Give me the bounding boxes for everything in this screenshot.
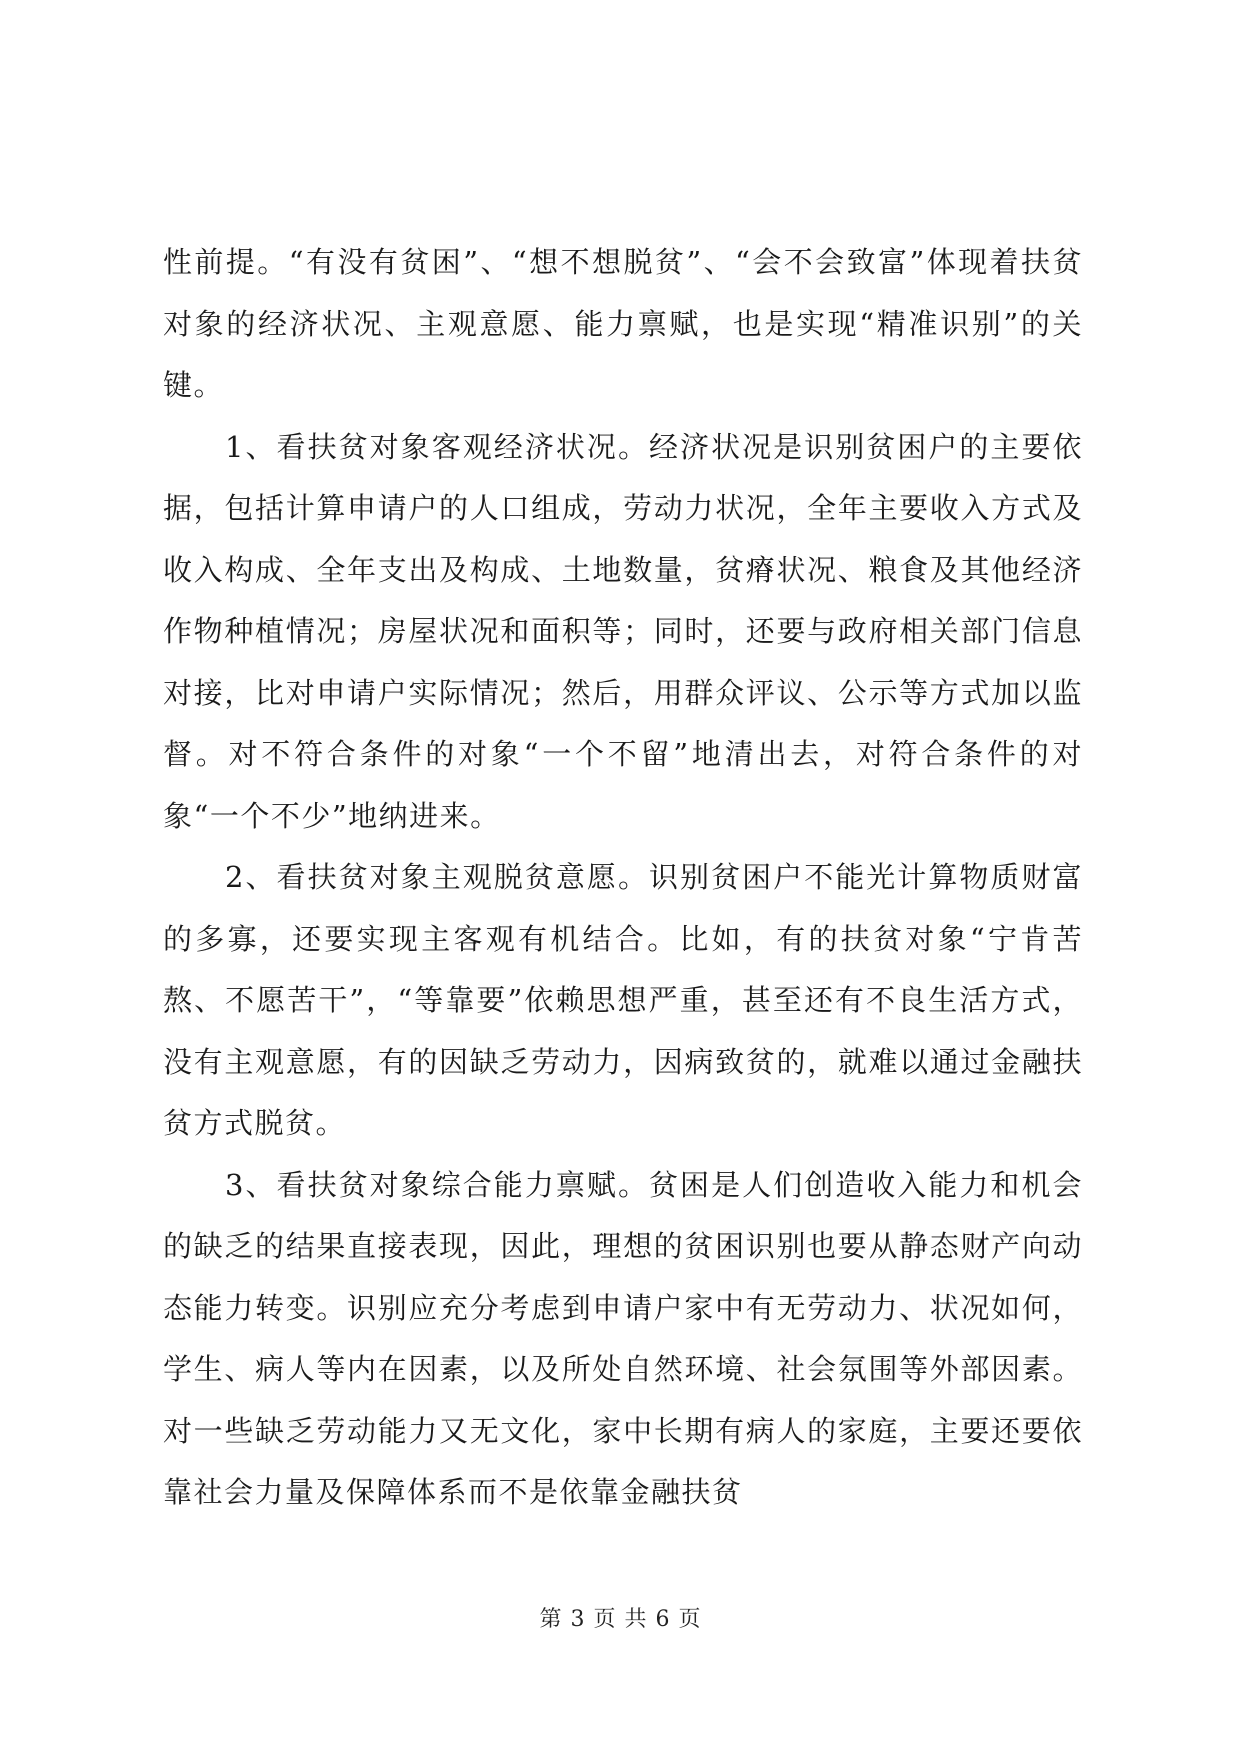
document-body [163, 232, 1083, 1524]
paragraph-intro-continuation: 性前提。“有没有贫困”、“想不想脱贫”、“会不会致富”体现着扶贫对象的经济状况、主观意愿、能力禀赋，也是实现“精准识别”的关键。 [163, 245, 1083, 402]
paragraph-economic-status: 1、看扶贫对象客观经济状况。经济状况是识别贫困户的主要依据，包括计算申请户的人口组成，劳动力状况，全年主要收入方式及收入构成、全年支出及构成、土地数量，贫瘠状况、粮食及其他经济作物种植情况；房屋状况和面积等；同时，还要与政府相关部门信息对接，比对申请户实际情况；然后，用群众评议、公示等方式加以监督。对不符合条件的对象“一个不留”地清出去，对符合条件的对象“一个不少”地纳进来。 [163, 429, 1083, 833]
paragraph-ability-endowment: 3、看扶贫对象综合能力禀赋。贫困是人们创造收入能力和机会的缺乏的结果直接表现，因此，理想的贫困识别也要从静态财产向动态能力转变。识别应充分考虑到申请户家中有无劳动力、状况如何，学生、病人等内在因素，以及所处自然环境、社会氛围等外部因素。对一些缺乏劳动能力又无文化，家中长期有病人的家庭，主要还要依靠社会力量及保障体系而不是依靠金融扶贫 [163, 1167, 1083, 1509]
page-number-footer: 第 3 页 共 6 页 [539, 1607, 702, 1632]
paragraph-subjective-willingness: 2、看扶贫对象主观脱贫意愿。识别贫困户不能光计算物质财富的多寡，还要实现主客观有机结合。比如，有的扶贫对象“宁肯苦熬、不愿苦干”，“等靠要”依赖思想严重，甚至还有不良生活方式，没有主观意愿，有的因缺乏劳动力，因病致贫的，就难以通过金融扶贫方式脱贫。 [163, 860, 1083, 1140]
